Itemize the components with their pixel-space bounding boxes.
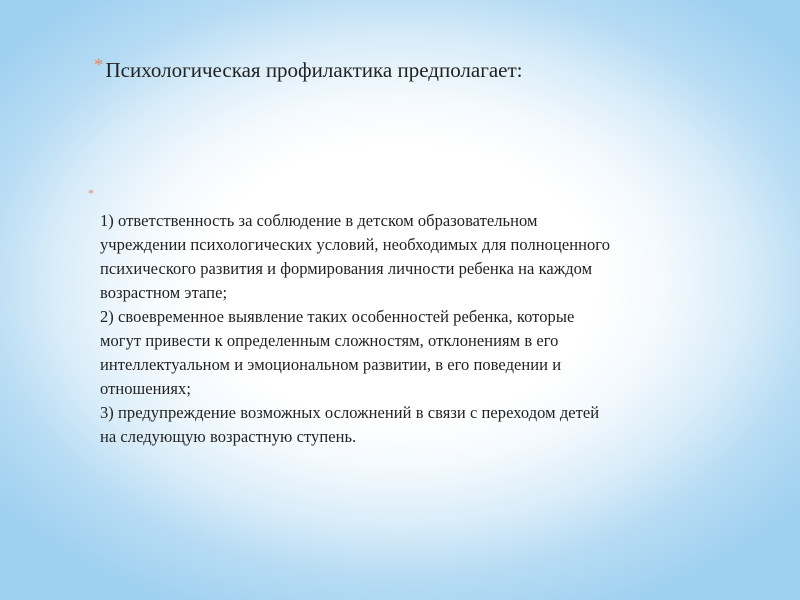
body-line: интеллектуальном и эмоциональном развитии, в его поведении и xyxy=(100,355,562,374)
slide-title xyxy=(94,55,523,85)
body-line: 2) своевременное выявление таких особенностей ребенка, которые xyxy=(100,307,575,326)
body-line: учреждении психологических условий, необходимых для полноценного xyxy=(100,235,610,254)
body-bullet-icon: * xyxy=(88,186,94,200)
body-line: могут привести к определенным сложностям, отклонениям в его xyxy=(100,331,559,350)
body-line: 1) ответственность за соблюдение в детском образовательном xyxy=(100,211,538,230)
body-line: на следующую возрастную ступень. xyxy=(100,427,357,446)
body-line: 3) предупреждение возможных осложнений в связи с переходом детей xyxy=(100,403,600,422)
body-line: возрастном этапе; xyxy=(100,283,228,302)
body-line: отношениях; xyxy=(100,379,191,398)
body-line: психического развития и формирования личности ребенка на каждом xyxy=(100,259,593,278)
title-text: Психологическая профилактика предполагает: xyxy=(105,58,523,82)
slide-body xyxy=(100,209,740,449)
title-bullet-icon: * xyxy=(94,55,104,76)
